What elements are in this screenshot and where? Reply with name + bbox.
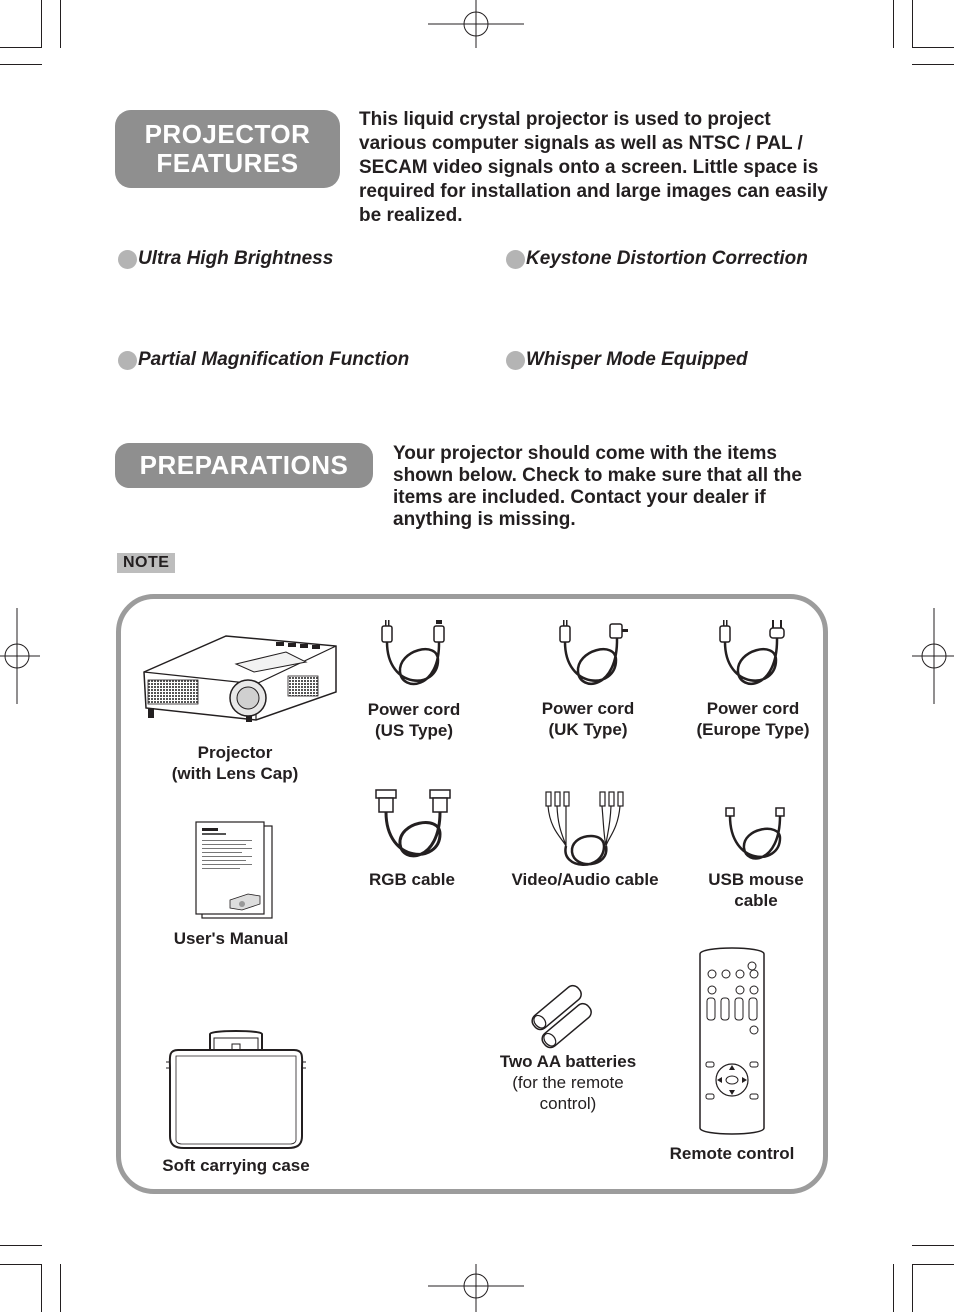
label-line: Projector (197, 743, 273, 762)
bullet-icon (118, 250, 137, 269)
power-cord-europe-icon (716, 620, 788, 692)
label-line: Soft carrying case (162, 1156, 310, 1175)
aa-batteries-icon (530, 980, 606, 1046)
crop-mark (60, 1264, 61, 1312)
projector-icon (136, 632, 338, 722)
power-cord-us-label (354, 699, 474, 741)
remote-control-label (662, 1143, 802, 1164)
label-line: (UK Type) (548, 720, 628, 739)
aa-batteries-label (488, 1051, 648, 1114)
registration-mark-bottom (428, 1264, 524, 1312)
features-heading-line2: FEATURES (156, 148, 299, 178)
feature-item (506, 349, 748, 371)
label-line: (for the remote (512, 1073, 624, 1092)
label-line: (US Type) (374, 721, 454, 740)
crop-mark (912, 1245, 954, 1246)
crop-mark (0, 47, 42, 48)
crop-mark (0, 1264, 42, 1265)
feature-label: Partial Magnification Function (138, 349, 410, 370)
features-intro: This liquid crystal projector is used to project various computer signals as well as NTSC / PAL / SECAM video signals onto a screen. Little space is required for installation and large images can easily be realized. (359, 109, 828, 226)
crop-mark (41, 0, 42, 48)
preparations-intro: Your projector should come with the items shown below. Check to make sure that all the items are included. Contact your dealer if anything is missing. (393, 443, 802, 530)
crop-mark (912, 1264, 954, 1265)
label-line: (with Lens Cap) (171, 764, 299, 783)
label-line: USB mouse (708, 870, 804, 889)
label-line: User's Manual (173, 929, 289, 948)
crop-mark (912, 1264, 913, 1312)
label-line: Power cord (541, 699, 635, 718)
crop-mark (0, 1245, 42, 1246)
feature-item (506, 248, 808, 270)
power-cord-europe-label (683, 698, 823, 740)
bullet-icon (118, 351, 137, 370)
remote-control-icon (694, 944, 770, 1138)
feature-item (118, 248, 333, 270)
users-manual-label (166, 928, 296, 949)
projector-label (150, 742, 320, 784)
soft-carrying-case-label (146, 1155, 326, 1176)
crop-mark (912, 64, 954, 65)
bullet-icon (506, 250, 525, 269)
label-line: Two AA batteries (499, 1052, 637, 1071)
soft-carrying-case-icon (164, 1028, 308, 1152)
crop-mark (893, 0, 894, 48)
feature-label: Whisper Mode Equipped (526, 349, 748, 370)
preparations-heading: PREPARATIONS (115, 443, 373, 488)
feature-item (118, 349, 409, 371)
label-line: Video/Audio cable (511, 870, 659, 889)
label-line: cable (734, 891, 778, 910)
crop-mark (912, 0, 913, 48)
crop-mark (0, 64, 42, 65)
feature-label: Keystone Distortion Correction (526, 248, 808, 269)
bullet-icon (506, 351, 525, 370)
power-cord-us-icon (378, 620, 450, 692)
label-line: Power cord (367, 700, 461, 719)
usb-mouse-cable-label (696, 869, 816, 911)
label-line: Remote control (669, 1144, 795, 1163)
rgb-cable-label (352, 869, 472, 890)
features-heading-line1: PROJECTOR (144, 119, 311, 149)
label-line: RGB cable (369, 870, 455, 889)
registration-mark-right (912, 608, 954, 704)
power-cord-uk-icon (556, 620, 628, 692)
video-audio-cable-icon (544, 790, 626, 868)
feature-label: Ultra High Brightness (138, 248, 334, 269)
crop-mark (912, 47, 954, 48)
usb-mouse-cable-icon (722, 806, 788, 864)
label-line: Power cord (706, 699, 800, 718)
power-cord-uk-label (528, 698, 648, 740)
features-heading (115, 110, 340, 188)
registration-mark-top (428, 0, 524, 48)
video-audio-cable-label (505, 869, 665, 890)
crop-mark (893, 1264, 894, 1312)
label-line: (Europe Type) (696, 720, 810, 739)
note-label: NOTE (117, 553, 175, 573)
crop-mark (41, 1264, 42, 1312)
users-manual-icon (196, 822, 274, 920)
registration-mark-left (0, 608, 40, 704)
rgb-cable-icon (374, 790, 454, 864)
label-line: control) (539, 1094, 597, 1113)
crop-mark (60, 0, 61, 48)
